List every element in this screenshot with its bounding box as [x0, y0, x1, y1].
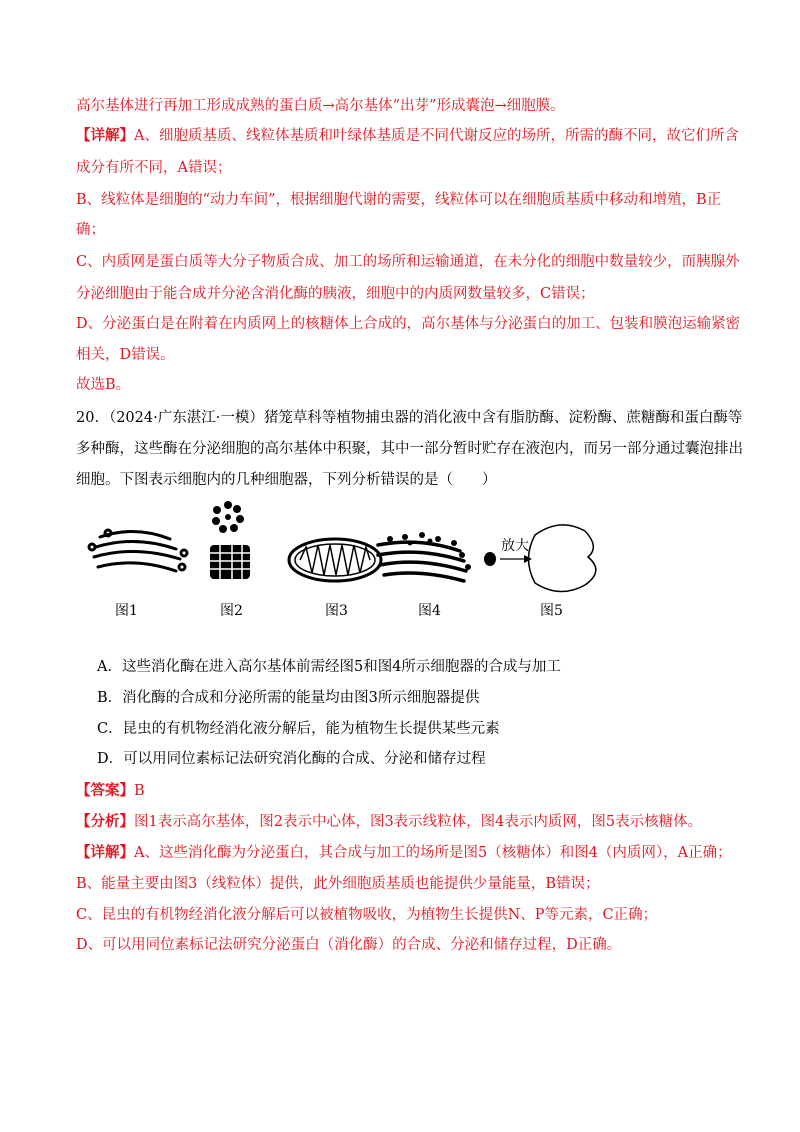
detail-text: A、细胞质基质、线粒体基质和叶绿体基质是不同代谢反应的场所，所需的酶不同，故它们所含: [134, 128, 739, 144]
answer-value: B: [134, 783, 145, 799]
prev-line-3: 成分有所不同，A错误；: [76, 160, 232, 176]
question-line-2: 多种酶，这些酶在分泌细胞的高尔基体中积聚，其中一部分暂时贮存在液泡内，而另一部分通过囊泡排出: [76, 441, 743, 457]
detail-line-3: C、昆虫的有机物经消化液分解后可以被植物吸收，为植物生长提供N、P等元素，C正确；: [76, 907, 658, 923]
option-d: D．可以用同位素标记法研究消化酶的合成、分泌和储存过程: [97, 751, 486, 767]
prev-line-4: B、线粒体是细胞的“动力车间”，根据细胞代谢的需要，线粒体可以在细胞质基质中移动和增殖，B正: [76, 192, 722, 208]
fig5-caption: 图5: [540, 603, 563, 619]
detail-text-a: A、这些消化酶为分泌蛋白，其合成与加工的场所是图5（核糖体）和图4（内质网），A正确；: [134, 845, 732, 861]
prev-line-1: 高尔基体进行再加工形成成熟的蛋白质→高尔基体“出芽”形成囊泡→细胞膜。: [76, 98, 565, 114]
mitochondrion-drawing: [289, 539, 381, 581]
prev-line-6: C、内质网是蛋白质等大分子物质合成、加工的场所和运输通道，在未分化的细胞中数量较少，而胰腺外: [76, 254, 740, 270]
prev-line-8: D、分泌蛋白是在附着在内质网上的核糖体上合成的，高尔基体与分泌蛋白的加工、包装和膜泡运输紧密: [76, 316, 741, 332]
detail-tag: 【详解】: [76, 127, 134, 144]
fig4-caption: 图4: [418, 603, 441, 619]
question-line-3: 细胞。下图表示细胞内的几种细胞器，下列分析错误的是（ ）: [76, 472, 497, 488]
detail-tag-2: 【详解】: [76, 844, 134, 861]
magnify-label: 放大: [501, 538, 529, 554]
detail-line-2: B、能量主要由图3（线粒体）提供，此外细胞质基质也能提供少量能量，B错误；: [76, 876, 600, 892]
answer-line: [76, 781, 145, 801]
question-line-1: 20．（2024·广东湛江·一模）猪笼草科等植物捕虫器的消化液中含有脂肪酶、淀粉酶、蔗糖酶和蛋白酶等: [76, 410, 743, 426]
prev-line-10: 故选B。: [76, 377, 131, 393]
endoplasmic-reticulum-drawing: [378, 532, 471, 581]
option-a: A．这些消化酶在进入高尔基体前需经图5和图4所示细胞器的合成与加工: [97, 659, 561, 675]
centrosome-drawing: [210, 501, 250, 579]
prev-line-7: 分泌细胞由于能合成并分泌含消化酶的胰液，细胞中的内质网数量较多，C错误；: [76, 286, 595, 302]
analysis-text: 图1表示高尔基体，图2表示中心体，图3表示线粒体，图4表示内质网，图5表示核糖体。: [134, 814, 703, 830]
organelle-figures: [60, 495, 620, 595]
prev-line-2: [76, 126, 739, 146]
prev-line-9: 相关，D错误。: [76, 347, 175, 363]
answer-tag: 【答案】: [76, 782, 134, 799]
golgi-apparatus-drawing: [89, 530, 187, 571]
detail-line-4: D、可以用同位素标记法研究分泌蛋白（消化酶）的合成、分泌和储存过程，D正确。: [76, 937, 622, 953]
analysis-line: [76, 812, 702, 832]
option-b: B．消化酶的合成和分泌所需的能量均由图3所示细胞器提供: [97, 690, 480, 706]
detail-line-1: [76, 843, 732, 863]
fig1-caption: 图1: [115, 603, 138, 619]
fig3-caption: 图3: [325, 603, 348, 619]
fig2-caption: 图2: [220, 603, 243, 619]
option-c: C．昆虫的有机物经消化液分解后，能为植物生长提供某些元素: [97, 721, 500, 737]
prev-line-5: 确；: [76, 222, 105, 238]
analysis-tag: 【分析】: [76, 813, 134, 830]
